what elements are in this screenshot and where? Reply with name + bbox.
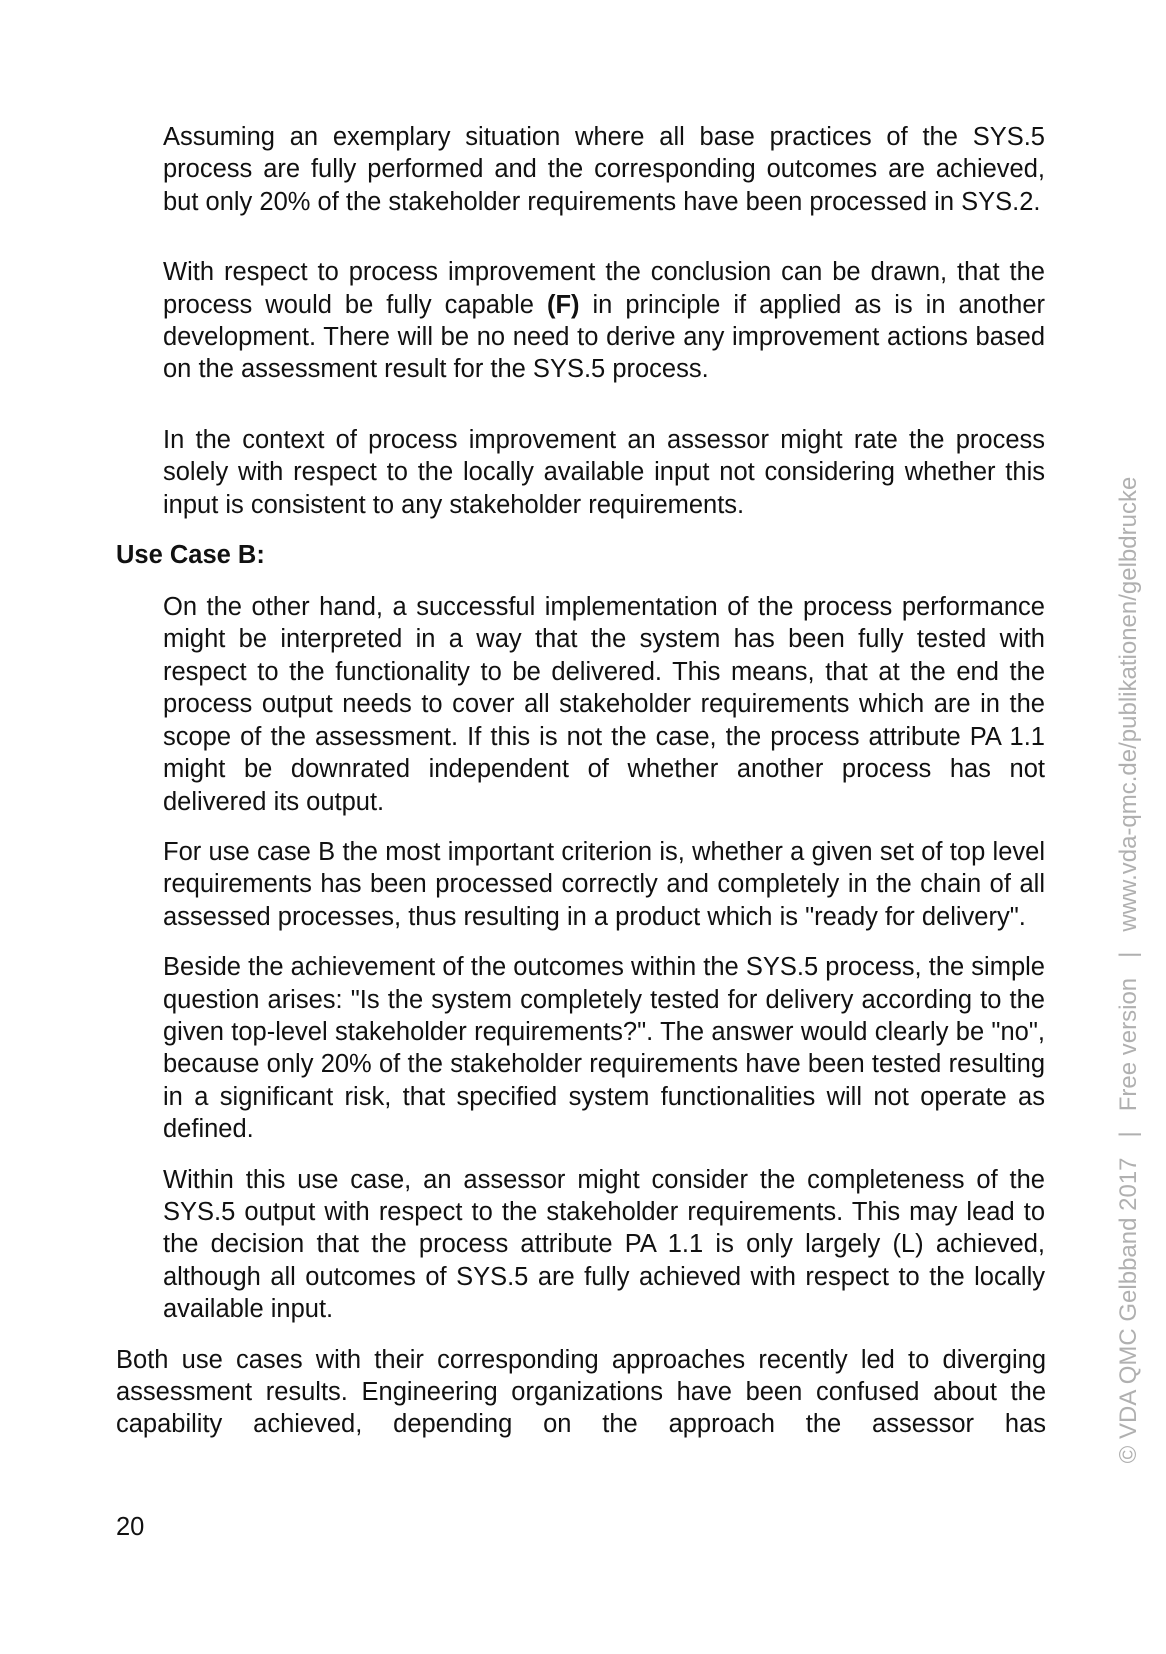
use-case-b-heading: Use Case B:	[116, 541, 265, 570]
body-paragraph-assuming: Assuming an exemplary situation where all base practices of the SYS.5 process are fully performed and the corresponding outcomes are achieved, but only 20% of the stakeholder requirements have been processed in SYS.2.	[163, 123, 1045, 216]
page-number: 20	[116, 1513, 145, 1541]
body-paragraph-in-the-context: In the context of process improvement an assessor might rate the process solely with respect to the locally available input not considering whether this input is consistent to any stakeholder requirements.	[163, 425, 1045, 519]
sidebar-copyright-watermark: © VDA QMC Gelbband 2017 | Free version | www.vda-qmc.de/publikationen/gelbdrucke	[1115, 476, 1142, 1464]
body-paragraph-within-this-use-case: Within this use case, an assessor might consider the completeness of the SYS.5 output with respect to the stakeholder requirements. This may lead to the decision that the process attribute PA 1.1 is only largely (L) achieved, although all outcomes of SYS.5 are fully achieved with respect to the locally available input.	[163, 1165, 1045, 1324]
paragraph-text-before: With respect to process improvement the conclusion can be drawn, that the process would be fully capable	[163, 258, 1045, 319]
body-paragraph-on-the-other-hand: On the other hand, a successful implementation of the process performance might be interpreted in a way that the system has been fully tested with respect to the functionality to be delivered. This means, that at the end the process output needs to cover all stakeholder requirements which are in the scope of the assessment. If this is not the case, the process attribute PA 1.1 might be downrated independent of whether another process has not delivered its output.	[163, 593, 1045, 816]
body-paragraph-with-respect	[163, 256, 1045, 386]
paragraph-text-after: in principle if applied as is in another development. There will be no need to derive any improvement actions based on the assessment result for the SYS.5 process.	[163, 290, 1045, 384]
body-paragraph-for-use-case-b: For use case B the most important criterion is, whether a given set of top level requirements has been processed correctly and completely in the chain of all assessed processes, thus resulting in a product which is "ready for delivery".	[163, 837, 1045, 931]
body-paragraph-both-use-cases: Both use cases with their corresponding approaches recently led to diverging assessment results. Engineering organizations have been confused about the capability achieved, depending on the approach the assessor has	[116, 1345, 1046, 1439]
bold-rating-f: (F)	[546, 290, 580, 319]
document-body	[116, 121, 1046, 1459]
body-paragraph-beside-achievement: Beside the achievement of the outcomes within the SYS.5 process, the simple question arises: "Is the system completely tested for delivery according to the given top-level stakeholder requirements?". The answer would clearly be "no", because only 20% of the stakeholder requirements have been tested resulting in a significant risk, that specified system functionalities will not operate as defined.	[163, 953, 1045, 1144]
